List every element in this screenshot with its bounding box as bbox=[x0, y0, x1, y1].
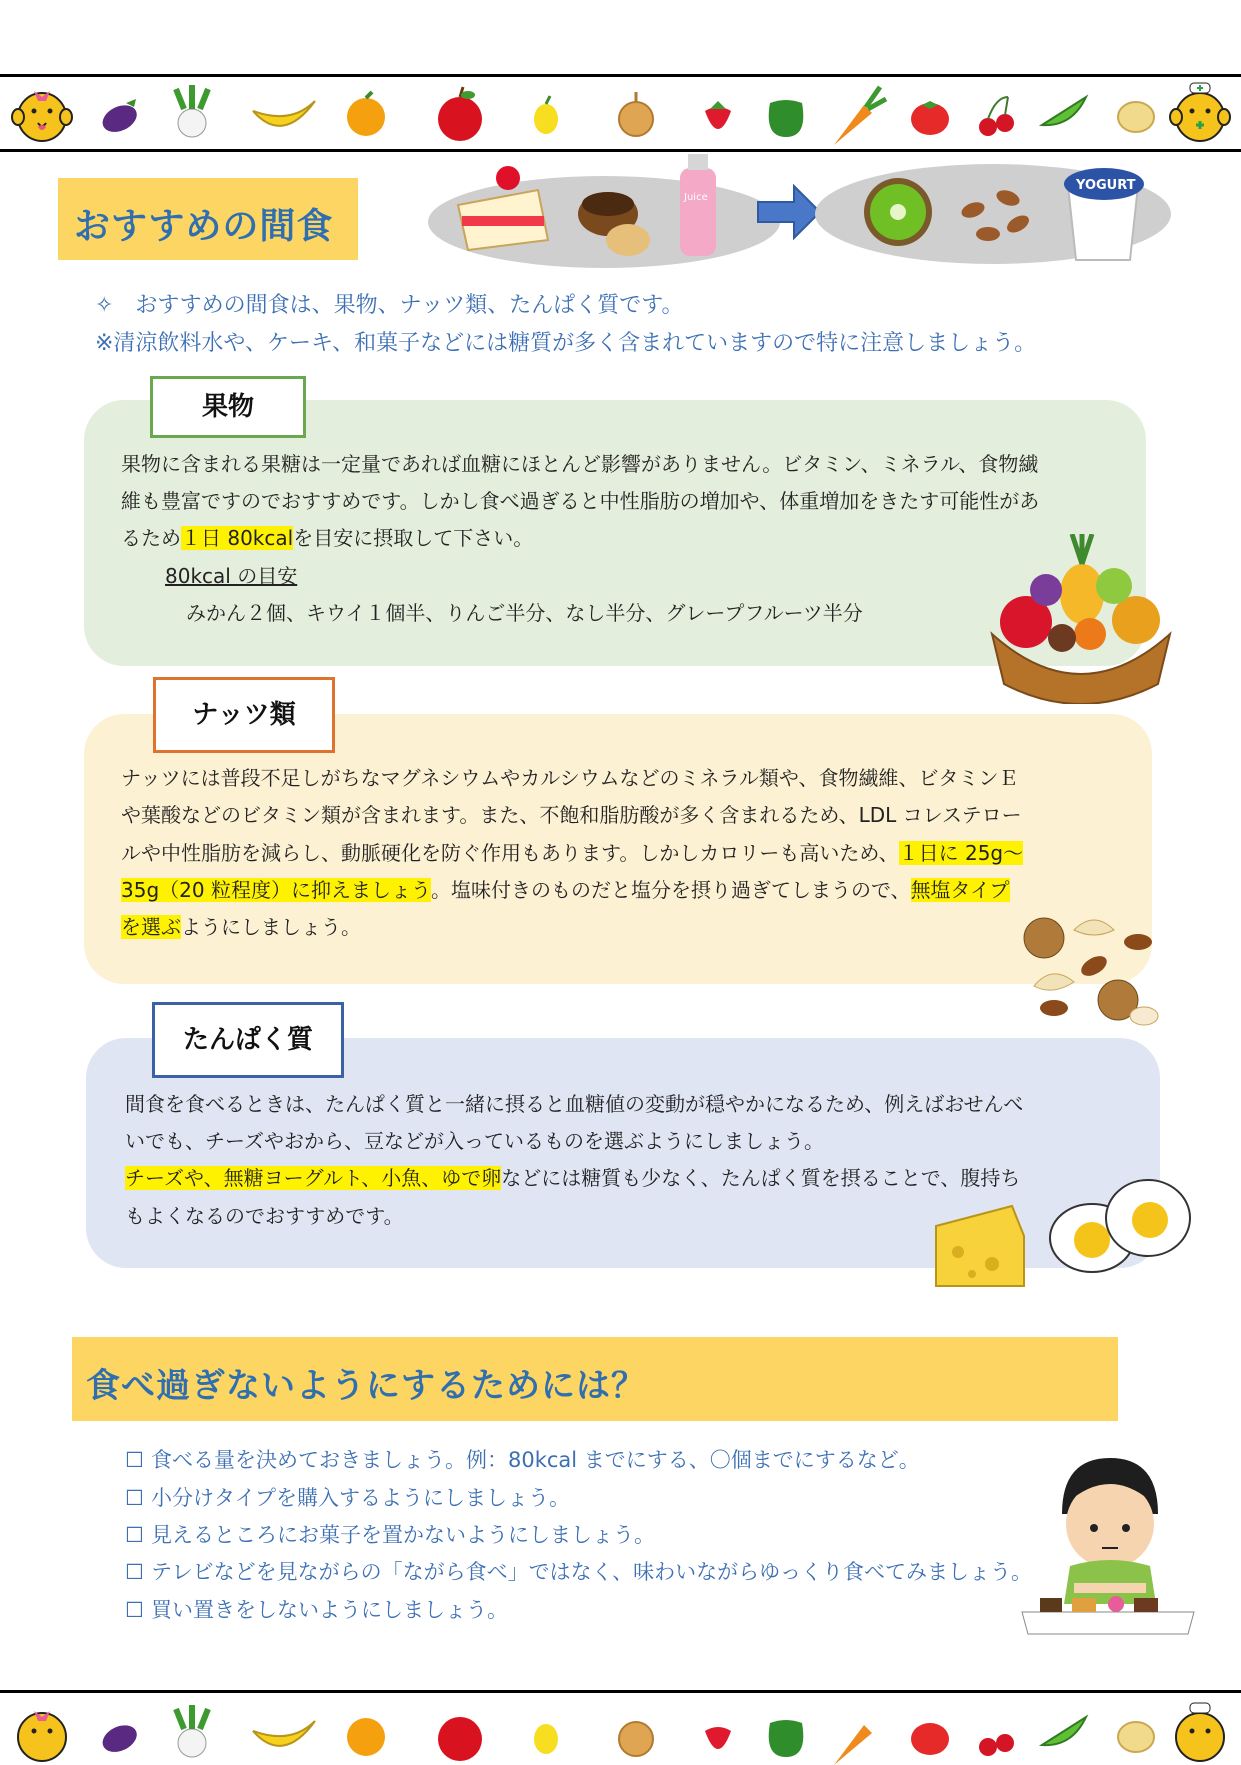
strawberry-icon bbox=[705, 1727, 731, 1749]
fruit-paragraph-1: 果物に含まれる果糖は一定量であれば血糖にほとんど影響がありません。ビタミン、ミネラル、食物繊 bbox=[121, 452, 1039, 476]
section-title: おすすめの間食 bbox=[74, 206, 334, 247]
mascot-pink-icon bbox=[12, 91, 72, 141]
protein-paragraph-3: チーズや、無糖ヨーグルト、小魚、ゆで卵などには糖質も少なく、たんぱく質を摂ることで、腹持ち bbox=[125, 1166, 1021, 1190]
potato-icon bbox=[1118, 1722, 1154, 1752]
juice-bottle-icon bbox=[680, 154, 716, 256]
checkbox-icon: ☐ bbox=[125, 1598, 144, 1622]
onion-icon bbox=[619, 92, 653, 136]
tomato-icon bbox=[911, 1723, 949, 1755]
apple-icon bbox=[438, 87, 482, 141]
nuts-paragraph-1: ナッツには普段不足しがちなマグネシウムやカルシウムなどのミネラル類や、食物繊維、ビタミンＥ bbox=[121, 766, 1019, 790]
lemon-icon bbox=[534, 96, 558, 134]
nuts-tag: ナッツ類 bbox=[153, 677, 335, 753]
banana-icon bbox=[253, 1721, 315, 1746]
apple-icon bbox=[438, 1717, 482, 1761]
cheese-icon bbox=[932, 1196, 1028, 1296]
tip-item-3: ☐ 見えるところにお菓子を置かないようにしましょう。 bbox=[125, 1523, 655, 1547]
orange-icon bbox=[347, 92, 385, 136]
protein-paragraph-1: 間食を食べるときは、たんぱく質と一緒に摂ると血糖値の変動が穏やかになるため、例えばおせんべ bbox=[125, 1092, 1024, 1116]
boiled-egg-icon bbox=[1048, 1168, 1198, 1288]
checkbox-icon: ☐ bbox=[125, 1486, 144, 1510]
carrot-icon bbox=[834, 1725, 872, 1765]
green-pepper-icon bbox=[769, 100, 804, 137]
fruit-basket-icon bbox=[986, 534, 1176, 704]
orange-icon bbox=[347, 1718, 385, 1756]
intro-line-2: ※清涼飲料水や、ケーキ、和菓子などには糖質が多く含まれていますので特に注意しましょう。 bbox=[95, 331, 1037, 356]
yogurt-cup-icon bbox=[1064, 168, 1144, 260]
protein-tag: たんぱく質 bbox=[152, 1002, 344, 1078]
fruit-highlight: １日 80kcal bbox=[181, 526, 294, 550]
nuts-paragraph-5: を選ぶようにしましょう。 bbox=[121, 915, 361, 939]
cherry-icon bbox=[979, 97, 1014, 136]
section2-title: 食べ過ぎないようにするためには？ bbox=[86, 1366, 646, 1406]
tip-item-1: ☐ 食べる量を決めておきましょう。例：80kcal までにする、〇個までにするなど。 bbox=[125, 1448, 920, 1472]
mascot-cross-icon bbox=[1170, 83, 1230, 141]
eggplant-icon bbox=[98, 1720, 141, 1757]
tip-item-5: ☐ 買い置きをしないようにしましょう。 bbox=[125, 1598, 508, 1622]
green-pepper-icon bbox=[769, 1720, 804, 1757]
fruit-guide-text: みかん２個、キウイ１個半、りんご半分、なし半分、グレープフルーツ半分 bbox=[186, 601, 863, 625]
eggplant-icon bbox=[98, 99, 141, 137]
svg-text:YOGURT: YOGURT bbox=[1076, 178, 1136, 193]
cake-icon bbox=[458, 166, 548, 250]
turnip-icon bbox=[176, 85, 208, 137]
nuts-paragraph-3: ルや中性脂肪を減らし、動脈硬化を防ぐ作用もあります。しかしカロリーも高いため、１日に 25g～ bbox=[121, 841, 1024, 865]
header-fruit-border bbox=[0, 74, 1241, 152]
tip-item-4: ☐ テレビなどを見ながらの「ながら食べ」ではなく、味わいながらゆっくり食べてみましょう。 bbox=[125, 1560, 1032, 1584]
protein-paragraph-2: いでも、チーズやおから、豆などが入っているものを選ぶようにしましょう。 bbox=[125, 1129, 824, 1153]
onion-icon bbox=[619, 1722, 653, 1756]
turnip-icon bbox=[176, 1705, 208, 1757]
mascot-pink-icon bbox=[18, 1711, 66, 1761]
intro-line-1: ✧ おすすめの間食は、果物、ナッツ類、たんぱく質です。 bbox=[95, 293, 684, 318]
fruit-paragraph-3: るため１日 80kcalを目安に摂取して下さい。 bbox=[121, 526, 534, 550]
kiwi-icon bbox=[864, 178, 932, 246]
nuts-paragraph-4: 35g（20 粒程度）に抑えましょう。塩味付きのものだと塩分を摂り過ぎてしまうので、無塩タイプ bbox=[121, 878, 1010, 902]
fruit-tag: 果物 bbox=[150, 376, 306, 438]
tip-item-2: ☐ 小分けタイプを購入するようにしましょう。 bbox=[125, 1486, 570, 1510]
protein-paragraph-4: もよくなるのでおすすめです。 bbox=[125, 1204, 404, 1228]
boy-with-snacks-icon bbox=[1018, 1444, 1198, 1640]
footer-fruit-border bbox=[0, 1690, 1241, 1763]
pea-pod-icon bbox=[1042, 97, 1086, 125]
snack-comparison-illustration bbox=[428, 150, 1174, 270]
nuts-paragraph-2: や葉酸などのビタミン類が含まれます。また、不飽和脂肪酸が多く含まれるため、LDL コレステロー bbox=[121, 803, 1022, 827]
mixed-nuts-icon bbox=[1014, 908, 1164, 1028]
pea-pod-icon bbox=[1042, 1717, 1086, 1745]
tomato-icon bbox=[911, 101, 949, 135]
fruit-guide-title: 80kcal の目安 bbox=[165, 564, 298, 588]
svg-text:Juice: Juice bbox=[684, 192, 708, 203]
carrot-icon bbox=[834, 87, 886, 145]
potato-icon bbox=[1118, 102, 1154, 132]
strawberry-icon bbox=[705, 101, 731, 129]
checkbox-icon: ☐ bbox=[125, 1523, 144, 1547]
fruit-paragraph-2: 維も豊富ですのでおすすめです。しかし食べ過ぎると中性脂肪の増加や、体重増加をきたす可能性があ bbox=[121, 489, 1040, 513]
checkbox-icon: ☐ bbox=[125, 1560, 144, 1584]
mascot-cross-icon bbox=[1176, 1703, 1224, 1761]
checkbox-icon: ☐ bbox=[125, 1448, 144, 1472]
cherry-icon bbox=[979, 1734, 1014, 1756]
banana-icon bbox=[253, 101, 315, 126]
lemon-icon bbox=[534, 1724, 558, 1754]
